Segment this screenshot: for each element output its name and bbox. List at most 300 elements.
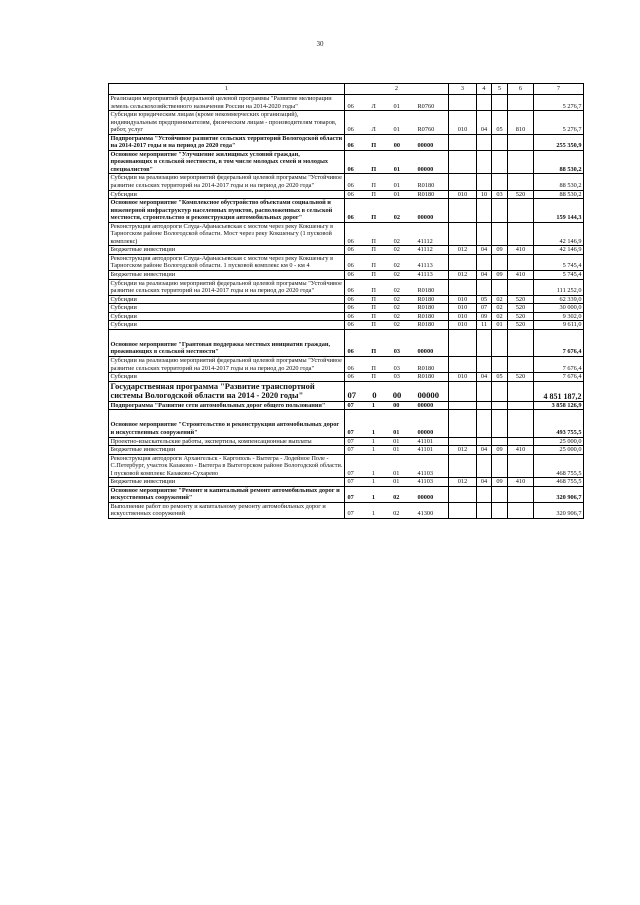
row-subsection-cell xyxy=(492,401,508,410)
code-part: 00 xyxy=(392,390,402,401)
header-cell: 3 xyxy=(449,84,477,95)
code-part: П xyxy=(371,262,376,270)
row-code-cell xyxy=(345,95,449,111)
code-part: 41112 xyxy=(417,237,433,245)
code-part: R0760 xyxy=(417,102,435,110)
code-part: R0760 xyxy=(417,126,435,134)
classification-code xyxy=(347,191,447,199)
row-ministry-cell xyxy=(449,454,477,478)
row-subsection-cell xyxy=(492,150,508,174)
classification-code xyxy=(347,271,447,279)
classification-code xyxy=(347,103,447,111)
row-code-cell xyxy=(345,111,449,135)
code-part: 03 xyxy=(393,373,400,381)
code-part: 41103 xyxy=(417,478,433,486)
code-part: П xyxy=(371,348,377,356)
row-section-cell: 04 xyxy=(477,478,492,487)
row-expense-type-cell: 520 xyxy=(508,295,534,304)
row-code-cell xyxy=(345,321,449,330)
row-name-cell: Субсидии xyxy=(109,373,345,382)
code-part: 41112 xyxy=(417,246,433,254)
row-name-cell: Бюджетные инвестиции xyxy=(109,246,345,255)
row-subsection-cell xyxy=(492,502,508,518)
code-part: R0180 xyxy=(417,295,435,303)
table-row xyxy=(109,321,584,330)
row-name-cell: Основное мероприятие "Ремонт и капитальный ремонт автомобильных дорог и искусственных сооружений" xyxy=(109,486,345,502)
code-part: 07 xyxy=(347,401,354,409)
row-amount-cell: 7 676,4 xyxy=(534,329,584,356)
code-part: 02 xyxy=(393,262,400,270)
table-row xyxy=(109,95,584,111)
row-subsection-cell xyxy=(492,410,508,437)
code-part: R0180 xyxy=(417,182,435,190)
row-name-cell: Основное мероприятие "Комплексное обустройство объектами социальной и инженерной инфраструктур населенных пунктов, расположенных в сельской местности, строительство и реконструкция автомобильных дорог" xyxy=(109,199,345,223)
row-name-cell: Бюджетные инвестиции xyxy=(109,271,345,280)
code-part: 02 xyxy=(393,295,400,303)
row-name-cell: Подпрограмма "Развитие сети автомобильных дорог общего пользования" xyxy=(109,401,345,410)
row-code-cell xyxy=(345,401,449,410)
table-row xyxy=(109,150,584,174)
code-part: 01 xyxy=(393,190,400,198)
row-subsection-cell xyxy=(492,454,508,478)
row-section-cell xyxy=(477,134,492,150)
row-code-cell xyxy=(345,373,449,382)
code-part: П xyxy=(371,246,376,254)
code-part: R0180 xyxy=(417,304,435,312)
row-section-cell xyxy=(477,95,492,111)
row-code-cell xyxy=(345,174,449,190)
row-subsection-cell: 02 xyxy=(492,312,508,321)
code-part: 00000 xyxy=(417,348,434,356)
row-ministry-cell xyxy=(449,486,477,502)
row-expense-type-cell: 810 xyxy=(508,111,534,135)
row-expense-type-cell xyxy=(508,401,534,410)
row-expense-type-cell xyxy=(508,329,534,356)
row-subsection-cell xyxy=(492,174,508,190)
code-part: Л xyxy=(371,102,376,110)
row-ministry-cell: 012 xyxy=(449,446,477,455)
code-part: 02 xyxy=(393,287,400,295)
row-section-cell: 07 xyxy=(477,304,492,313)
row-code-cell xyxy=(345,295,449,304)
code-part: 1 xyxy=(371,469,376,477)
code-part: 00 xyxy=(393,142,400,150)
row-ministry-cell xyxy=(449,329,477,356)
row-amount-cell: 30 000,0 xyxy=(534,304,584,313)
code-part: 07 xyxy=(347,478,354,486)
row-subsection-cell xyxy=(492,254,508,270)
row-section-cell xyxy=(477,502,492,518)
code-part: 0 xyxy=(372,390,377,401)
row-section-cell: 04 xyxy=(477,246,492,255)
code-part: П xyxy=(371,214,377,222)
classification-code xyxy=(347,313,447,321)
row-code-cell xyxy=(345,246,449,255)
row-ministry-cell xyxy=(449,199,477,223)
row-section-cell xyxy=(477,486,492,502)
code-part: 00000 xyxy=(417,494,434,502)
row-name-cell: Субсидии xyxy=(109,304,345,313)
row-expense-type-cell: 520 xyxy=(508,321,534,330)
row-code-cell xyxy=(345,199,449,223)
row-subsection-cell: 05 xyxy=(492,111,508,135)
row-name-cell: Основное мероприятие "Грантовая поддержка местных инициатив граждан, проживающих в сельской местности" xyxy=(109,329,345,356)
code-part: 06 xyxy=(347,321,354,329)
row-code-cell xyxy=(345,478,449,487)
code-part: 00000 xyxy=(417,401,434,409)
code-part: 07 xyxy=(347,446,354,454)
code-part: 41113 xyxy=(417,271,433,279)
code-part: 02 xyxy=(393,271,400,279)
row-code-cell xyxy=(345,150,449,174)
code-part: П xyxy=(371,321,376,329)
row-expense-type-cell xyxy=(508,437,534,446)
row-code-cell xyxy=(345,381,449,401)
row-section-cell xyxy=(477,437,492,446)
row-amount-cell: 42 146,9 xyxy=(534,246,584,255)
classification-code xyxy=(347,182,447,190)
row-name-cell: Субсидии юридическим лицам (кроме некоммерческих организаций), индивидуальным предпринимателям, физическим лицам - производителям товаров, работ, услуг xyxy=(109,111,345,135)
code-part: 06 xyxy=(347,271,354,279)
row-amount-cell: 5 276,7 xyxy=(534,111,584,135)
row-section-cell: 09 xyxy=(477,312,492,321)
row-ministry-cell xyxy=(449,410,477,437)
code-part: 41103 xyxy=(417,469,433,477)
row-name-cell: Основное мероприятие "Улучшение жилищных условий граждан, проживающих в сельской местности, в том числе молодых семей и молодых специалистов" xyxy=(109,150,345,174)
code-part: 00 xyxy=(393,401,400,409)
table-row xyxy=(109,373,584,382)
code-part: 01 xyxy=(393,429,400,436)
row-amount-cell: 3 858 126,9 xyxy=(534,401,584,410)
code-part: 41113 xyxy=(417,262,433,270)
row-ministry-cell xyxy=(449,254,477,270)
row-name-cell: Реконструкция автодороги Слуда-Афанасьевская с мостом через реку Кокшеньгу в Тарногском районе Вологодской области. Мост через реку Кокшеньгу (1 пусковой комплекс) xyxy=(109,222,345,246)
table-row xyxy=(109,279,584,295)
row-amount-cell: 5 745,4 xyxy=(534,271,584,280)
row-code-cell xyxy=(345,304,449,313)
header-cell: 4 xyxy=(477,84,492,95)
code-part: 06 xyxy=(347,287,354,295)
code-part: 1 xyxy=(371,494,376,502)
row-section-cell xyxy=(477,381,492,401)
code-part: 1 xyxy=(371,437,376,445)
classification-code xyxy=(347,365,447,373)
row-name-cell: Субсидии xyxy=(109,321,345,330)
code-part: 41101 xyxy=(417,446,433,454)
table-row xyxy=(109,356,584,372)
row-subsection-cell xyxy=(492,329,508,356)
row-name-cell: Бюджетные инвестиции xyxy=(109,446,345,455)
row-ministry-cell: 010 xyxy=(449,373,477,382)
row-section-cell xyxy=(477,254,492,270)
code-part: 01 xyxy=(393,165,400,173)
budget-table xyxy=(108,83,584,519)
code-part: П xyxy=(371,287,376,295)
row-subsection-cell xyxy=(492,279,508,295)
row-code-cell xyxy=(345,312,449,321)
code-part: 02 xyxy=(393,304,400,312)
row-ministry-cell xyxy=(449,381,477,401)
row-subsection-cell: 09 xyxy=(492,478,508,487)
table-row xyxy=(109,312,584,321)
row-code-cell xyxy=(345,437,449,446)
code-part: 07 xyxy=(347,390,357,401)
row-name-cell: Реализация мероприятий федеральной целевой программы "Развитие мелиорации земель сельскохозяйственного назначения России на 2014-2020 годы" xyxy=(109,95,345,111)
row-name-cell: Подпрограмма "Устойчивое развитие сельских территорий Вологодской области на 2014-2017 годы и на период до 2020 года" xyxy=(109,134,345,150)
code-part: Л xyxy=(371,126,376,134)
table-row xyxy=(109,271,584,280)
code-part: 1 xyxy=(371,478,376,486)
row-ministry-cell: 010 xyxy=(449,295,477,304)
row-name-cell: Проектно-изыскательские работы, экспертизы, компенсационные выплаты xyxy=(109,437,345,446)
code-part: П xyxy=(371,182,376,190)
row-section-cell: 11 xyxy=(477,321,492,330)
row-expense-type-cell: 410 xyxy=(508,446,534,455)
classification-code xyxy=(347,262,447,270)
row-subsection-cell xyxy=(492,486,508,502)
classification-code xyxy=(347,429,447,437)
row-expense-type-cell xyxy=(508,381,534,401)
code-part: R0180 xyxy=(417,190,435,198)
row-section-cell xyxy=(477,356,492,372)
row-expense-type-cell xyxy=(508,134,534,150)
row-ministry-cell xyxy=(449,134,477,150)
row-code-cell xyxy=(345,410,449,437)
table-row xyxy=(109,478,584,487)
row-ministry-cell xyxy=(449,222,477,246)
code-part: 00000 xyxy=(417,142,434,150)
code-part: 06 xyxy=(347,142,354,150)
classification-code xyxy=(347,321,447,329)
row-code-cell xyxy=(345,190,449,199)
code-part: П xyxy=(371,364,376,372)
row-amount-cell: 88 530,2 xyxy=(534,190,584,199)
classification-code xyxy=(347,142,447,150)
row-ministry-cell xyxy=(449,95,477,111)
code-part: 41300 xyxy=(417,510,434,518)
code-part: 06 xyxy=(347,246,354,254)
code-part: 06 xyxy=(347,373,354,381)
row-name-cell: Субсидии на реализацию мероприятий федеральной целевой программы "Устойчивое развитие сельских территорий на 2014-2017 годы и на период до 2020 года" xyxy=(109,174,345,190)
row-section-cell xyxy=(477,222,492,246)
row-subsection-cell: 02 xyxy=(492,304,508,313)
classification-code xyxy=(347,304,447,312)
row-expense-type-cell xyxy=(508,486,534,502)
row-subsection-cell: 03 xyxy=(492,190,508,199)
row-expense-type-cell: 410 xyxy=(508,246,534,255)
code-part: 00000 xyxy=(417,429,434,436)
classification-code xyxy=(347,470,447,478)
row-section-cell: 04 xyxy=(477,446,492,455)
classification-code xyxy=(347,246,447,254)
code-part: 01 xyxy=(393,126,400,134)
row-expense-type-cell: 520 xyxy=(508,312,534,321)
row-subsection-cell xyxy=(492,134,508,150)
row-expense-type-cell: 520 xyxy=(508,373,534,382)
code-part: 02 xyxy=(393,246,400,254)
row-name-cell: Бюджетные инвестиции xyxy=(109,478,345,487)
page-number: 30 xyxy=(316,40,324,48)
code-part: 01 xyxy=(393,102,400,110)
row-ministry-cell: 010 xyxy=(449,312,477,321)
row-name-cell: Субсидии на реализацию мероприятий федеральной целевой программы "Устойчивое развитие сельских территорий на 2014-2017 годы и на период до 2020 года" xyxy=(109,356,345,372)
row-name-cell: Субсидии на реализацию мероприятий федеральной целевой программы "Устойчивое развитие сельских территорий на 2014-2017 годы и на период до 2020 года" xyxy=(109,279,345,295)
code-part: 06 xyxy=(347,262,354,270)
row-section-cell xyxy=(477,329,492,356)
code-part: 07 xyxy=(347,510,354,518)
table-row xyxy=(109,134,584,150)
code-part: 06 xyxy=(347,364,354,372)
row-amount-cell: 9 611,0 xyxy=(534,321,584,330)
row-expense-type-cell xyxy=(508,222,534,246)
code-part: 00000 xyxy=(417,390,439,401)
row-subsection-cell: 09 xyxy=(492,271,508,280)
row-code-cell xyxy=(345,356,449,372)
classification-code xyxy=(347,494,447,502)
row-code-cell xyxy=(345,486,449,502)
row-code-cell xyxy=(345,134,449,150)
code-part: 02 xyxy=(393,312,400,320)
row-name-cell: Субсидии xyxy=(109,312,345,321)
header-cell: 1 xyxy=(109,84,345,95)
code-part: 06 xyxy=(347,214,354,222)
header-cell: 6 xyxy=(508,84,534,95)
classification-code xyxy=(347,287,447,295)
table-row xyxy=(109,381,584,401)
classification-code xyxy=(347,402,447,410)
row-name-cell: Реконструкция автодороги Архангельск - Каргополь - Вытегра - Лодейное Поле - С.Петербург, участок Казаково - Вытегра в Вытегорском районе Вологодской области. I пусковой комплекс Казаково-Сухарево xyxy=(109,454,345,478)
row-subsection-cell: 02 xyxy=(492,295,508,304)
row-name-cell: Выполнение работ по ремонту и капитальному ремонту автомобильных дорог и искусственных сооружений xyxy=(109,502,345,518)
code-part: 06 xyxy=(347,304,354,312)
row-code-cell xyxy=(345,446,449,455)
row-expense-type-cell xyxy=(508,356,534,372)
row-subsection-cell xyxy=(492,437,508,446)
code-part: R0180 xyxy=(417,364,435,372)
table-row xyxy=(109,410,584,437)
code-part: R0180 xyxy=(417,287,435,295)
table-row xyxy=(109,502,584,518)
row-ministry-cell xyxy=(449,174,477,190)
code-part: 01 xyxy=(393,446,400,454)
classification-code xyxy=(347,214,447,222)
code-part: 07 xyxy=(347,494,354,502)
code-part: 06 xyxy=(347,165,354,173)
row-expense-type-cell: 410 xyxy=(508,478,534,487)
row-ministry-cell: 012 xyxy=(449,271,477,280)
row-amount-cell: 25 000,0 xyxy=(534,446,584,455)
code-part: 01 xyxy=(393,437,400,445)
header-cell: 2 xyxy=(345,84,449,95)
code-part: 03 xyxy=(393,364,400,372)
row-amount-cell: 88 530,2 xyxy=(534,150,584,174)
row-section-cell: 04 xyxy=(477,271,492,280)
row-amount-cell: 493 755,5 xyxy=(534,410,584,437)
table-row xyxy=(109,486,584,502)
code-part: 06 xyxy=(347,312,354,320)
row-subsection-cell: 05 xyxy=(492,373,508,382)
row-expense-type-cell xyxy=(508,502,534,518)
code-part: П xyxy=(371,295,376,303)
code-part: 07 xyxy=(347,429,354,436)
code-part: 03 xyxy=(393,348,400,356)
code-part: П xyxy=(371,373,376,381)
row-ministry-cell xyxy=(449,150,477,174)
table-row xyxy=(109,446,584,455)
row-section-cell xyxy=(477,150,492,174)
row-amount-cell: 88 530,2 xyxy=(534,174,584,190)
row-name-cell: Государственная программа "Развитие транспортной системы Вологодской области на 2014 - 2020 годы" xyxy=(109,381,345,401)
row-expense-type-cell xyxy=(508,279,534,295)
code-part: R0180 xyxy=(417,373,435,381)
row-subsection-cell xyxy=(492,381,508,401)
code-part: П xyxy=(371,237,376,245)
classification-code xyxy=(347,510,447,518)
classification-code xyxy=(347,446,447,454)
classification-code xyxy=(347,438,447,446)
row-expense-type-cell: 520 xyxy=(508,190,534,199)
row-section-cell: 04 xyxy=(477,373,492,382)
code-part: 02 xyxy=(393,237,400,245)
row-ministry-cell: 012 xyxy=(449,478,477,487)
row-ministry-cell: 010 xyxy=(449,304,477,313)
row-subsection-cell xyxy=(492,95,508,111)
header-cell: 7 xyxy=(534,84,584,95)
code-part: 06 xyxy=(347,237,354,245)
row-code-cell xyxy=(345,454,449,478)
row-ministry-cell xyxy=(449,437,477,446)
row-ministry-cell xyxy=(449,356,477,372)
code-part: 02 xyxy=(393,494,400,502)
code-part: 1 xyxy=(371,510,376,518)
classification-code xyxy=(347,391,447,401)
code-part: 06 xyxy=(347,102,354,110)
code-part: 01 xyxy=(393,469,400,477)
row-expense-type-cell xyxy=(508,254,534,270)
row-ministry-cell: 012 xyxy=(449,246,477,255)
row-section-cell xyxy=(477,174,492,190)
row-subsection-cell: 09 xyxy=(492,446,508,455)
classification-code xyxy=(347,166,447,174)
row-ministry-cell: 010 xyxy=(449,111,477,135)
code-part: 06 xyxy=(347,190,354,198)
code-part: 1 xyxy=(371,429,376,436)
row-expense-type-cell xyxy=(508,150,534,174)
row-ministry-cell xyxy=(449,279,477,295)
table-row xyxy=(109,295,584,304)
row-amount-cell: 320 906,7 xyxy=(534,502,584,518)
classification-code xyxy=(347,296,447,304)
code-part: П xyxy=(371,304,376,312)
code-part: П xyxy=(371,271,376,279)
row-subsection-cell: 01 xyxy=(492,321,508,330)
row-ministry-cell xyxy=(449,401,477,410)
classification-code xyxy=(347,373,447,381)
classification-code xyxy=(347,238,447,246)
code-part: П xyxy=(371,190,376,198)
classification-code xyxy=(347,348,447,356)
code-part: П xyxy=(371,312,376,320)
row-amount-cell: 62 339,0 xyxy=(534,295,584,304)
classification-code xyxy=(347,478,447,486)
table-row xyxy=(109,111,584,135)
row-amount-cell: 320 906,7 xyxy=(534,486,584,502)
row-name-cell: Основное мероприятие "Строительство и реконструкция автомобильных дорог и искусственных сооружений" xyxy=(109,410,345,437)
code-part: 06 xyxy=(347,348,354,356)
code-part: 07 xyxy=(347,437,354,445)
row-section-cell: 05 xyxy=(477,295,492,304)
row-name-cell: Субсидии xyxy=(109,190,345,199)
